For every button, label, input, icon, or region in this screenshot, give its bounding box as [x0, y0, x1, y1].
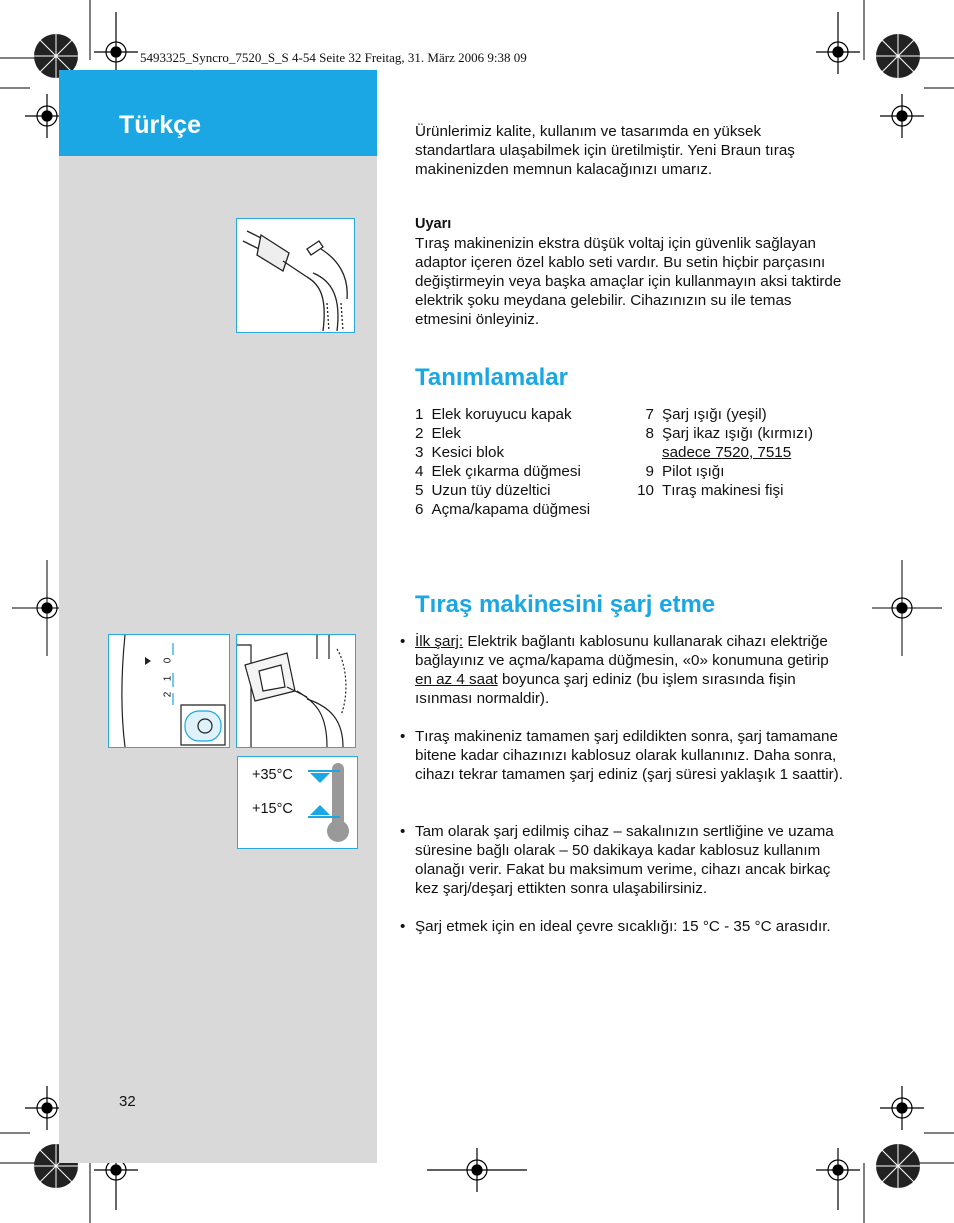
list-item: sadece 7520, 7515: [662, 444, 792, 461]
thermometer-icon: [304, 759, 364, 849]
temp-high-label: +35°C: [252, 767, 293, 783]
list-item: 9 Pilot ışığı: [645, 463, 725, 480]
plug-cable-icon: [237, 219, 354, 332]
page-number: 32: [119, 1093, 136, 1110]
list-item: 3 Kesici blok: [415, 444, 505, 461]
list-item: 10 Tıraş makinesi fişi: [637, 482, 784, 499]
socket-plug-figure: [236, 634, 356, 748]
wall-socket-icon: [237, 635, 355, 747]
switch-mark-1: 1: [162, 675, 174, 682]
list-item: 7 Şarj ışığı (yeşil): [645, 406, 767, 423]
list-item: 1 Elek koruyucu kapak: [415, 406, 572, 423]
print-header: 5493325_Syncro_7520_S_S 4-54 Seite 32 Freitag, 31. März 2006 9:38 09: [140, 50, 527, 65]
warning-heading: Uyarı: [415, 216, 452, 232]
list-item: 2 Elek: [415, 425, 461, 442]
charging-heading: Tıraş makinesini şarj etme: [415, 591, 716, 618]
warning-text: Tıraş makinenizin ekstra düşük voltaj için güvenlik sağlayan adaptor içeren özel kablo seti vardır. Bu setin hiçbir parçasını değiştirmeyin veya başka amaçlar için kullanmayın aksi taktirde elektrik şoku meydana gelebilir. Cihazınızın su ile temas etmesini önleyiniz.: [415, 235, 842, 328]
switch-mark-2: 2: [162, 691, 174, 698]
temp-low-label: +15°C: [252, 801, 293, 817]
switch-mark-0: 0: [162, 657, 174, 664]
list-item: 4 Elek çıkarma düğmesi: [415, 463, 581, 480]
bullet-dot: •: [400, 728, 406, 745]
bullet-dot: •: [400, 633, 406, 650]
intro-paragraph: Ürünlerimiz kalite, kullanım ve tasarımda en yüksek standartlara ulaşabilmek için üretilmiştir. Yeni Braun tıraş makinenizden memnun kalacağınızı umarız.: [415, 123, 795, 178]
descriptions-list-right: [632, 405, 842, 500]
descriptions-list-left: [415, 405, 625, 519]
language-title: Türkçe: [119, 111, 201, 139]
descriptions-heading: Tanımlamalar: [415, 364, 568, 391]
list-item: 8 Şarj ikaz ışığı (kırmızı): [645, 425, 814, 442]
plug-cable-figure: [236, 218, 355, 333]
switch-position-figure: [108, 634, 230, 748]
charging-bullet-4: • Şarj etmek için en ideal çevre sıcaklığı: 15 °C - 35 °C arasıdır.: [400, 918, 831, 935]
charging-bullet-3: • Tam olarak şarj edilmiş cihaz – sakalınızın sertliğine ve uzama süresine bağlı olarak – 50 dakikaya kadar kablosuz kullanım olanağı verir. Fakat bu maksimum verime, cihazı ancak birkaç kez şarj/deşarj ettikten sonra ulaşabilirsiniz.: [400, 823, 834, 897]
language-band: [59, 70, 377, 156]
list-item: 5 Uzun tüy düzeltici: [415, 482, 551, 499]
charging-bullet-2: • Tıraş makineniz tamamen şarj edildikten sonra, şarj tamamane bitene kadar cihazınızı kablosuz olarak kullanınız. Daha sonra, cihazı tekrar tamamen şarj ediniz (şarj süresi yaklaşık 1 saattir).: [400, 728, 843, 783]
bullet-dot: •: [400, 918, 406, 935]
charging-bullet-1: • İlk şarj: Elektrik bağlantı kablosunu kullanarak cihazı elektriğe bağlayınız ve açma/kapama düğmesin, «0» konumuna getirip en az 4 saat boyunca şarj ediniz (bu işlem sırasında fişin ısınması normaldir).: [400, 633, 829, 707]
bullet-dot: •: [400, 823, 406, 840]
temperature-figure: [237, 756, 358, 849]
list-item: 6 Açma/kapama düğmesi: [415, 501, 591, 518]
